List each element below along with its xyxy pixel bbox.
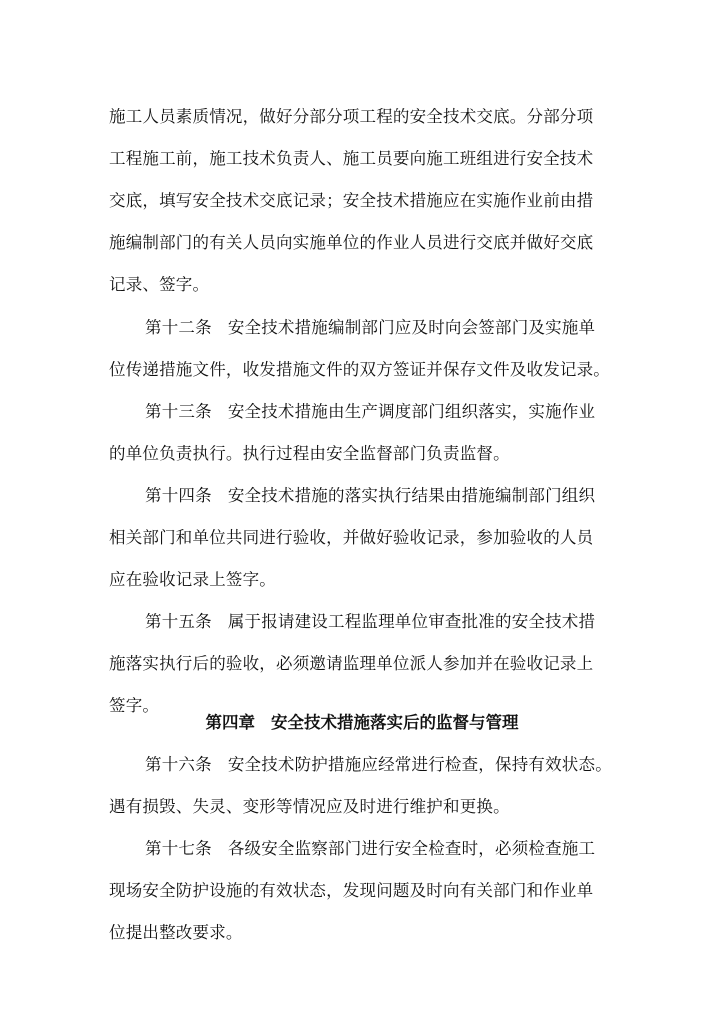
article-16-line-2: 遇有损毁、失灵、变形等情况应及时进行维护和更换。 bbox=[109, 797, 510, 816]
article-12-line-2: 位传递措施文件，收发措施文件的双方签证并保存文件及收发记录。 bbox=[109, 360, 610, 379]
article-17-text: 各级安全监察部门进行安全检查时，必须检查施工 bbox=[227, 839, 596, 858]
article-13-number: 第十三条 bbox=[145, 402, 212, 421]
article-13-text: 安全技术措施由生产调度部门组织落实，实施作业 bbox=[227, 402, 596, 421]
chapter-heading bbox=[0, 713, 724, 733]
article-12-text: 安全技术措施编制部门应及时向会签部门及实施单 bbox=[227, 318, 596, 337]
chapter-number: 第四章 bbox=[205, 713, 255, 732]
paragraph-line: 施编制部门的有关人员向实施单位的作业人员进行交底并做好交底 bbox=[109, 233, 594, 252]
article-16-text: 安全技术防护措施应经常进行检查，保持有效状态。 bbox=[227, 755, 612, 774]
article-13-line-1 bbox=[145, 402, 665, 422]
article-14-line-1 bbox=[145, 486, 665, 506]
article-14-number: 第十四条 bbox=[145, 486, 212, 505]
article-17-line-1 bbox=[145, 839, 665, 859]
article-12-line-1 bbox=[145, 318, 665, 338]
article-15-line-2: 施落实执行后的验收，必须邀请监理单位派人参加并在验收记录上 bbox=[109, 654, 594, 673]
article-15-line-1 bbox=[145, 612, 665, 632]
article-17-number: 第十七条 bbox=[145, 839, 212, 858]
paragraph-line: 施工人员素质情况，做好分部分项工程的安全技术交底。分部分项 bbox=[109, 107, 594, 126]
article-17-line-2: 现场安全防护设施的有效状态，发现问题及时向有关部门和作业单 bbox=[109, 881, 594, 900]
article-12-number: 第十二条 bbox=[145, 318, 212, 337]
article-14-line-2: 相关部门和单位共同进行验收，并做好验收记录，参加验收的人员 bbox=[109, 528, 594, 547]
article-15-line-3: 签字。 bbox=[109, 696, 160, 715]
article-15-text: 属于报请建设工程监理单位审查批准的安全技术措 bbox=[227, 612, 596, 631]
paragraph-line: 工程施工前，施工技术负责人、施工员要向施工班组进行安全技术 bbox=[109, 149, 594, 168]
article-16-line-1 bbox=[145, 755, 665, 775]
article-14-text: 安全技术措施的落实执行结果由措施编制部门组织 bbox=[227, 486, 596, 505]
paragraph-line: 交底，填写安全技术交底记录；安全技术措施应在实施作业前由措 bbox=[109, 191, 594, 210]
article-14-line-3: 应在验收记录上签字。 bbox=[109, 570, 276, 589]
article-15-number: 第十五条 bbox=[145, 612, 212, 631]
chapter-title: 安全技术措施落实后的监督与管理 bbox=[271, 713, 519, 732]
paragraph-line: 记录、签字。 bbox=[109, 275, 210, 294]
article-16-number: 第十六条 bbox=[145, 755, 212, 774]
article-13-line-2: 的单位负责执行。执行过程由安全监督部门负责监督。 bbox=[109, 444, 510, 463]
article-17-line-3: 位提出整改要求。 bbox=[109, 923, 243, 942]
